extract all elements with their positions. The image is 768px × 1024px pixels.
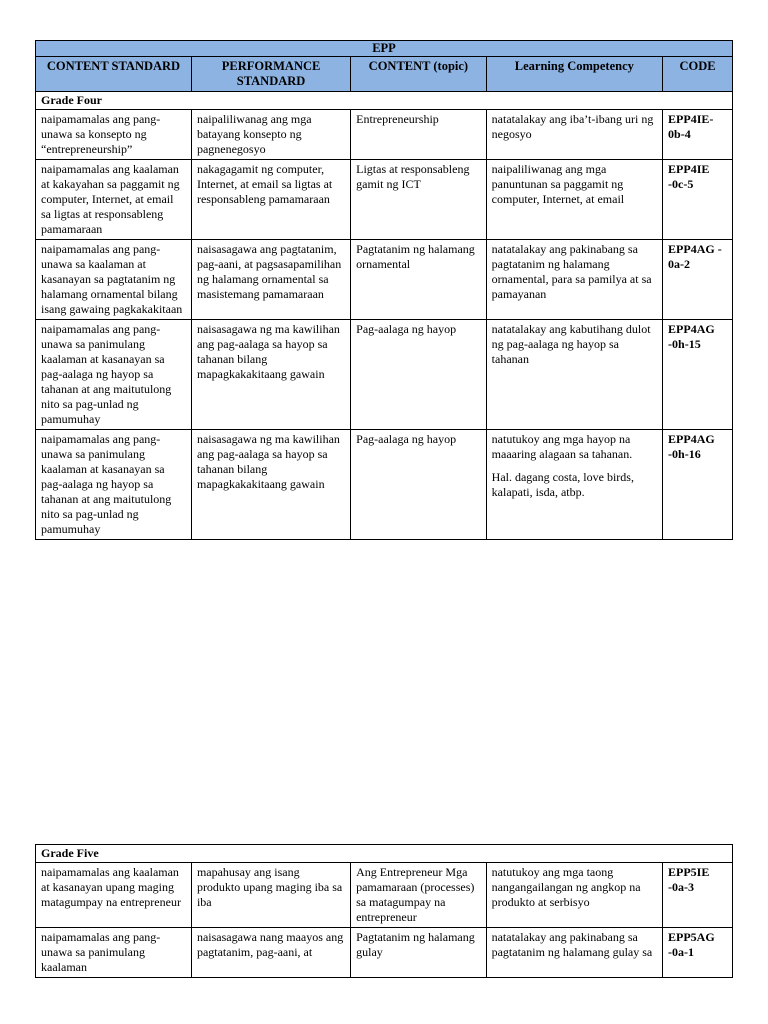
table-row — [36, 430, 733, 540]
content-standard-cell: naipamamalas ang pang-unawa sa konsepto ng “entrepreneurship” — [36, 110, 192, 160]
table-row — [36, 240, 733, 320]
grade-four-label: Grade Four — [36, 92, 733, 110]
learning-competency-cell — [486, 240, 662, 320]
grade-five-table — [35, 844, 733, 978]
learning-competency-text: natutukoy ang mga taong nangangailangan ng angkop na produkto at serbisyo — [491, 865, 641, 909]
content-standard-cell: naipamamalas ang pang-unawa sa kaalaman at kasanayan sa pagtatanim ng halamang ornamental bilang isang gawaing pagkakakitaan — [36, 240, 192, 320]
learning-competency-text: natatalakay ang kabutihang dulot ng pag-aalaga ng hayop sa tahanan — [491, 322, 651, 366]
table-row — [36, 160, 733, 240]
performance-standard-cell: naisasagawa nang maayos ang pagtatanim, pag-aani, at — [191, 928, 350, 978]
code-cell: EPP4IE-0b-4 — [663, 110, 733, 160]
performance-standard-cell: mapahusay ang isang produkto upang maging iba sa iba — [191, 863, 350, 928]
content-standard-cell: naipamamalas ang kaalaman at kakayahan sa paggamit ng computer, Internet, at email sa ligtas at responsableng pamamaraan — [36, 160, 192, 240]
table-row — [36, 110, 733, 160]
performance-standard-cell: naisasagawa ng ma kawilihan ang pag-aalaga sa hayop sa tahanan bilang mapagkakakitaang gawain — [191, 320, 350, 430]
table-row — [36, 320, 733, 430]
learning-competency-text: natatalakay ang pakinabang sa pagtatanim ng halamang ornamental, para sa pamilya at sa pamayanan — [491, 242, 652, 301]
table-title: EPP — [36, 41, 733, 57]
header-content-standard: CONTENT STANDARD — [36, 57, 192, 92]
content-topic-cell: Pagtatanim ng halamang ornamental — [351, 240, 487, 320]
content-standard-cell: naipamamalas ang pang-unawa sa panimulang kaalaman at kasanayan sa pag-aalaga ng hayop sa tahanan at ang maitutulong nito sa pag-unlad ng pamumuhay — [36, 320, 192, 430]
grade-five-label: Grade Five — [36, 845, 733, 863]
content-topic-cell: Pagtatanim ng halamang gulay — [351, 928, 487, 978]
learning-competency-text: naipaliliwanag ang mga panuntunan sa paggamit ng computer, Internet, at email — [491, 162, 625, 206]
performance-standard-cell: naipaliliwanag ang mga batayang konsepto ng pagnenegosyo — [191, 110, 350, 160]
header-code: CODE — [663, 57, 733, 92]
code-cell: EPP4AG -0h-15 — [663, 320, 733, 430]
header-content-topic: CONTENT (topic) — [351, 57, 487, 92]
table-header-row — [36, 57, 733, 92]
code-cell: EPP4IE -0c-5 — [663, 160, 733, 240]
learning-competency-cell — [486, 430, 662, 540]
grade-row — [36, 845, 733, 863]
content-topic-cell: Ligtas at responsableng gamit ng ICT — [351, 160, 487, 240]
learning-competency-cell — [486, 863, 662, 928]
header-learning-competency: Learning Competency — [486, 57, 662, 92]
grade-four-table — [35, 40, 733, 540]
content-topic-cell: Pag-aalaga ng hayop — [351, 430, 487, 540]
code-cell: EPP5IE -0a-3 — [662, 863, 732, 928]
grade-row — [36, 92, 733, 110]
content-standard-cell: naipamamalas ang pang-unawa sa panimulang kaalaman — [36, 928, 192, 978]
learning-competency-text: natatalakay ang iba’t-ibang uri ng negosyo — [491, 112, 654, 141]
learning-competency-text: natatalakay ang pakinabang sa pagtatanim ng halamang gulay sa — [491, 930, 653, 959]
learning-competency-cell — [486, 160, 662, 240]
content-standard-cell: naipamamalas ang kaalaman at kasanayan upang maging matagumpay na entrepreneur — [36, 863, 192, 928]
table-title-row — [36, 41, 733, 57]
learning-competency-example: Hal. dagang costa, love birds, kalapati, isda, atbp. — [491, 470, 634, 499]
learning-competency-cell — [486, 320, 662, 430]
table-row — [36, 863, 733, 928]
content-standard-cell: naipamamalas ang pang-unawa sa panimulang kaalaman at kasanayan sa pag-aalaga ng hayop sa tahanan at ang maitutulong nito sa pag-unlad ng pamumuhay — [36, 430, 192, 540]
header-performance-standard: PERFORMANCE STANDARD — [191, 57, 350, 92]
learning-competency-cell — [486, 110, 662, 160]
content-topic-cell: Ang Entrepreneur Mga pamamaraan (processes) sa matagumpay na entrepreneur — [351, 863, 487, 928]
performance-standard-cell: nakagagamit ng computer, Internet, at email sa ligtas at responsableng pamamaraan — [191, 160, 350, 240]
code-cell: EPP4AG - 0a-2 — [663, 240, 733, 320]
code-cell: EPP4AG -0h-16 — [663, 430, 733, 540]
performance-standard-cell: naisasagawa ng ma kawilihan ang pag-aalaga sa hayop sa tahanan bilang mapagkakakitaang gawain — [191, 430, 350, 540]
content-topic-cell: Entrepreneurship — [351, 110, 487, 160]
performance-standard-cell: naisasagawa ang pagtatanim, pag-aani, at pagsasapamilihan ng halamang ornamental sa masistemang pamamaraan — [191, 240, 350, 320]
content-topic-cell: Pag-aalaga ng hayop — [351, 320, 487, 430]
code-cell: EPP5AG -0a-1 — [662, 928, 732, 978]
learning-competency-cell — [486, 928, 662, 978]
table-row — [36, 928, 733, 978]
learning-competency-text: natutukoy ang mga hayop na maaaring alagaan sa tahanan. — [491, 432, 633, 461]
